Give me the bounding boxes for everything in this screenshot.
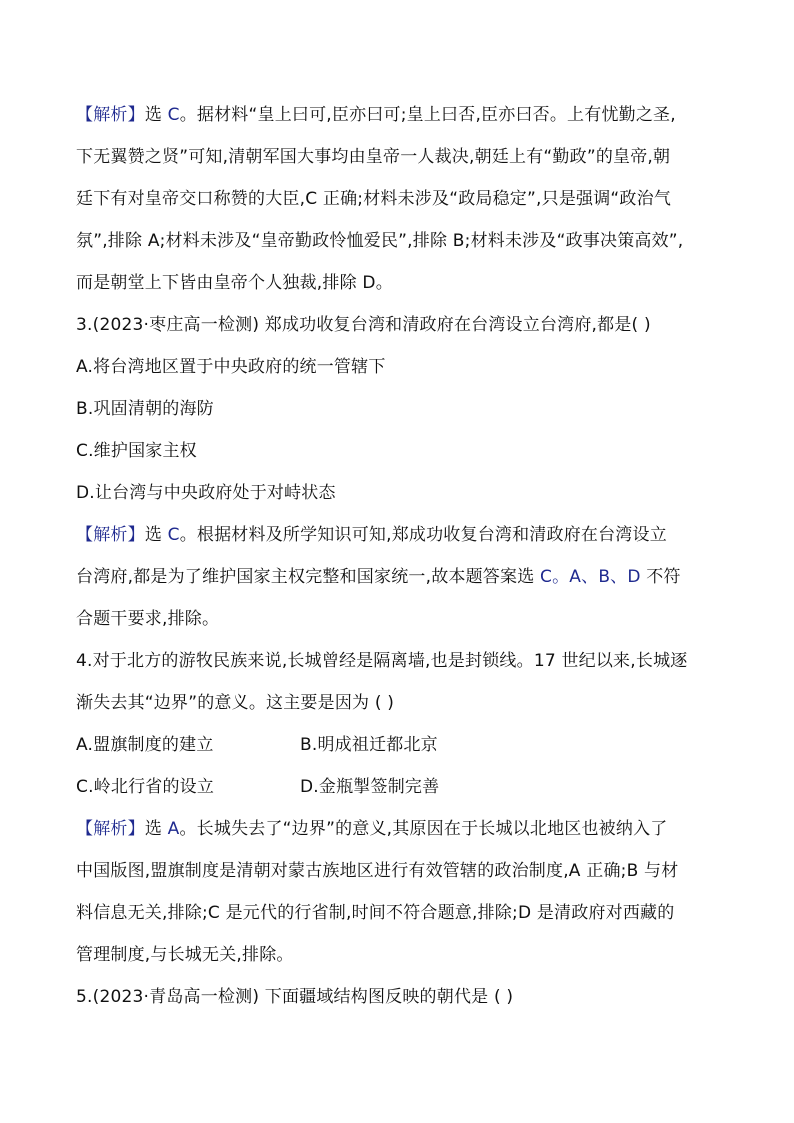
answer-prefix: 选 xyxy=(144,819,168,839)
q2-analysis-line-4: 氛”,排除 A;材料未涉及“皇帝勤政怜恤爱民”,排除 B;材料未涉及“政事决策高效”, xyxy=(76,231,684,251)
answer-letter: C xyxy=(167,105,180,125)
q4-options-row-1 xyxy=(76,734,438,756)
q2-analysis-line-2: 下无翼赞之贤”可知,清朝军国大事均由皇帝一人裁决,朝廷上有“勤政”的皇帝,朝 xyxy=(76,147,671,167)
answer-prefix: 选 xyxy=(144,525,168,545)
q3-option-a: A.将台湾地区置于中央政府的统一管辖下 xyxy=(76,357,386,377)
q4-analysis-line-2: 中国版图,盟旗制度是清朝对蒙古族地区进行有效管辖的政治制度,A 正确;B 与材 xyxy=(76,861,679,881)
q3-analysis-line-2 xyxy=(76,566,681,588)
analysis-text: 。根据材料及所学知识可知,郑成功收复台湾和清政府在台湾设立 xyxy=(179,525,667,545)
q4-analysis-line-1 xyxy=(76,818,668,840)
analysis-tag: 【解析】 xyxy=(76,819,145,839)
q4-option-b: B.明成祖迁都北京 xyxy=(300,735,438,755)
analysis-text: 。据材料“皇上曰可,臣亦曰可;皇上曰否,臣亦曰否。上有忧勤之圣, xyxy=(179,105,676,125)
q3-analysis-line-1 xyxy=(76,524,667,546)
q3-analysis-line-3: 合题干要求,排除。 xyxy=(76,609,220,629)
analysis-text: 。长城失去了“边界”的意义,其原因在于长城以北地区也被纳入了 xyxy=(179,819,668,839)
q3-option-b: B.巩固清朝的海防 xyxy=(76,399,214,419)
q4-analysis-line-4: 管理制度,与长城无关,排除。 xyxy=(76,945,294,965)
q4-stem-line-2: 渐失去其“边界”的意义。这主要是因为 ( ) xyxy=(76,693,395,713)
q4-option-d: D.金瓶掣签制完善 xyxy=(300,777,440,797)
q4-stem-line-1: 4.对于北方的游牧民族来说,长城曾经是隔离墙,也是封锁线。17 世纪以来,长城逐 xyxy=(76,651,688,671)
answer-letters: C。A、B、D xyxy=(540,567,641,587)
answer-letter: C xyxy=(167,525,180,545)
q4-option-a: A.盟旗制度的建立 xyxy=(76,735,214,755)
q2-analysis-line-1 xyxy=(76,104,676,126)
analysis-tag: 【解析】 xyxy=(76,105,145,125)
answer-letter: A xyxy=(167,819,180,839)
q2-analysis-line-3: 廷下有对皇帝交口称赞的大臣,C 正确;材料未涉及“政局稳定”,只是强调“政治气 xyxy=(76,189,672,209)
q3-stem: 3.(2023·枣庄高一检测) 郑成功收复台湾和清政府在台湾设立台湾府,都是( ) xyxy=(76,315,651,335)
q4-option-c: C.岭北行省的设立 xyxy=(76,777,215,797)
q5-stem: 5.(2023·青岛高一检测) 下面疆域结构图反映的朝代是 ( ) xyxy=(76,987,514,1007)
q2-analysis-line-5: 而是朝堂上下皆由皇帝个人独裁,排除 D。 xyxy=(76,273,393,293)
q3-option-d: D.让台湾与中央政府处于对峙状态 xyxy=(76,483,336,503)
analysis-tag: 【解析】 xyxy=(76,525,145,545)
q4-analysis-line-3: 料信息无关,排除;C 是元代的行省制,时间不符合题意,排除;D 是清政府对西藏的 xyxy=(76,903,675,923)
analysis-text: 台湾府,都是为了维护国家主权完整和国家统一,故本题答案选 xyxy=(76,567,541,587)
q4-options-row-2 xyxy=(76,776,440,798)
analysis-text: 不符 xyxy=(640,567,681,587)
answer-prefix: 选 xyxy=(144,105,168,125)
q3-option-c: C.维护国家主权 xyxy=(76,441,197,461)
